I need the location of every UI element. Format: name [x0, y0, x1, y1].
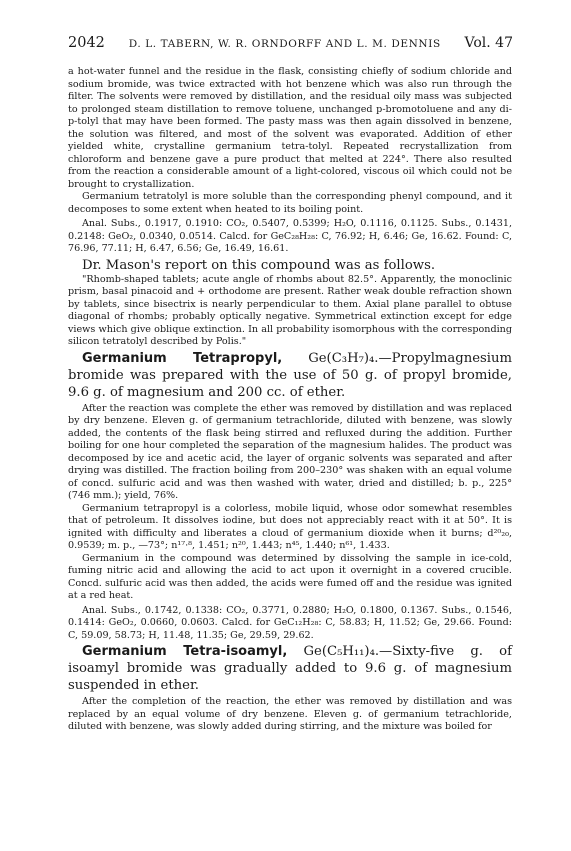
paragraph: After the reaction was complete the ether was removed by distillation and was replaced by dry benzene. Eleven g. of germanium tetrachloride, diluted with benzene, was slowly added, the contents of the flask being stirred and refluxed during the addition. Further boiling for one hour completed the separation of the magnesium halides. The product was decomposed by ice and acetic acid, the layer of organic solvents was separated and after drying was distilled. The fraction boiling from 200–230° was shaken with an equal volume of concd. sulfuric acid and was then washed with water, dried and distilled; b. p., 225° (746 mm.); yield, 76%.	[68, 402, 512, 501]
heading-title: Germanium Tetra-isoamyl,	[82, 644, 288, 659]
volume-label: Vol. 47	[464, 35, 513, 51]
paragraph: After the completion of the reaction, the ether was removed by distillation and was replaced by an equal volume of dry benzene. Eleven g. of germanium tetrachloride, diluted with benzene, was slowly added during stirring, and the mixture was boiled for	[68, 696, 512, 732]
page-header	[68, 35, 513, 57]
section-heading-tetrapropyl	[68, 350, 512, 401]
paragraph: Germanium tetrapropyl is a colorless, mobile liquid, whose odor somewhat resembles that of petroleum. It dissolves iodine, but does not appreciably react with it at 50°. It is ignited with difficulty and liberates a cloud of germanium dioxide when it burns; d²⁰₂₀, 0.9539; m. p., —73°; n¹⁷·⁸, 1.451; n²⁰, 1.443; n⁴⁵, 1.440; n⁶¹, 1.433.	[68, 502, 512, 551]
heading-title: Germanium Tetrapropyl,	[82, 350, 283, 366]
running-head-authors: D. L. TABERN, W. R. ORNDORFF AND L. M. DENNIS	[128, 38, 441, 50]
paragraph: Germanium tetratolyl is more soluble than the corresponding phenyl compound, and it decomposes to some extent when heated to its boiling point.	[68, 191, 512, 215]
heading-text: Ge(C₅H₁₁)₄.—Sixty-five g. of isoamyl bromide was gradually added to 9.6 g. of magnesium suspended in ether.	[68, 644, 512, 693]
analysis-paragraph: Anal. Subs., 0.1742, 0.1338: CO₂, 0.3771, 0.2880; H₂O, 0.1800, 0.1367. Subs., 0.1546, 0.1414: GeO₂, 0.0660, 0.0603. Calcd. for GeC₁₂H₂₈: C, 58.83; H, 11.52; Ge, 29.66. Found: C, 59.09, 58.73; H, 11.48, 11.35; Ge, 29.59, 29.62.	[68, 604, 512, 641]
page-number: 2042	[68, 35, 105, 51]
paragraph: Dr. Mason's report on this compound was as follows.	[82, 257, 436, 273]
article-body	[68, 66, 512, 734]
crystallographic-report: "Rhomb-shaped tablets; acute angle of rhombs about 82.5°. Apparently, the monoclinic prism, basal pinacoid and + orthodome are present. Rather weak double refraction shown by tablets, since bisectrix is nearly perpendicular to them. Axial plane parallel to obtuse diagonal of rhombs; probably optically negative. Symmetrical extinction except for edge views which give oblique extinction. In all probability isomorphous with the corresponding silicon tetratolyl described by Polis."	[68, 273, 512, 347]
analysis-paragraph: Anal. Subs., 0.1917, 0.1910: CO₂, 0.5407, 0.5399; H₂O, 0.1116, 0.1125. Subs., 0.1431, 0.2148: GeO₂, 0.0340, 0.0514. Calcd. for GeC₂₈H₂₈: C, 76.92; H, 6.46; Ge, 16.62. Found: C, 76.96, 77.11; H, 6.47, 6.56; Ge, 16.49, 16.61.	[68, 218, 512, 254]
section-heading-tetraisoamyl	[68, 643, 512, 694]
paragraph: Germanium in the compound was determined by dissolving the sample in ice-cold, fuming nitric acid and allowing the acid to act upon it overnight in a covered crucible. Concd. sulfuric acid was then added, the acids were fumed off and the residue was ignited at a red heat.	[68, 552, 512, 601]
heading-text: Ge(C₃H₇)₄.—Propylmagnesium bromide was prepared with the use of 50 g. of propyl bromide, 9.6 g. of magnesium and 200 cc. of ether.	[68, 350, 512, 400]
paragraph: a hot-water funnel and the residue in the flask, consisting chiefly of sodium chloride and sodium bromide, was twice extracted with hot benzene which was also run through the filter. The solvents were removed by distillation, and the residual oily mass was subjected to prolonged steam distillation to remove toluene, unchanged p-bromotoluene and any di-p-tolyl that may have been formed. The pasty mass was then again dissolved in benzene, the solution was filtered, and most of the solvent was evaporated. Addition of ether yielded white, crystalline germanium tetra-tolyl. Repeated recrystallization from chloroform and benzene gave a pure product that melted at 224°. There also resulted from the reaction a considerable amount of a light-colored, viscous oil which could not be brought to crystallization.	[68, 66, 512, 190]
